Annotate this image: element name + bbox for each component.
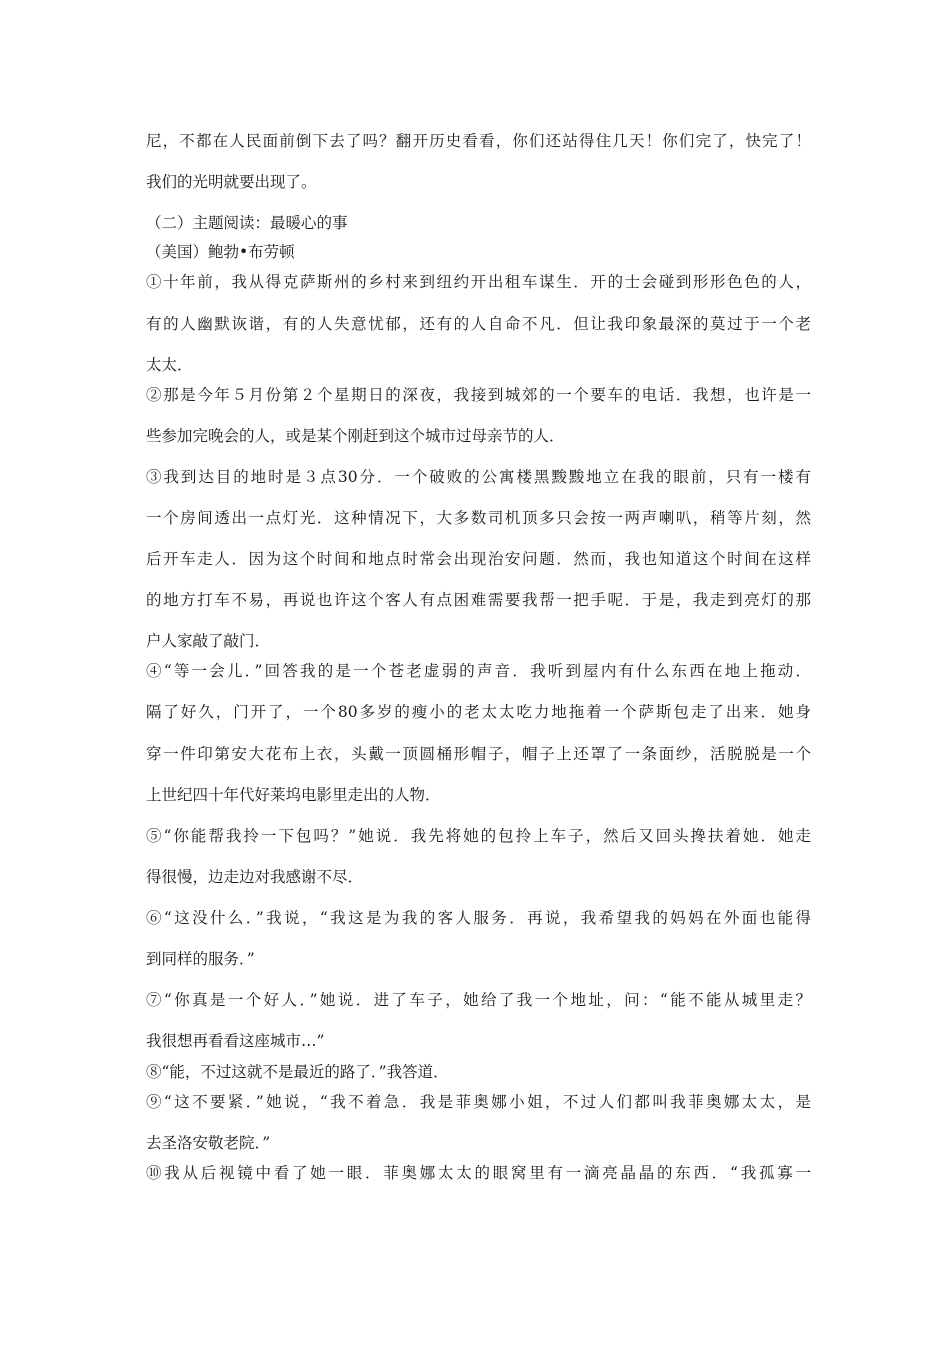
text-line: ⑤“你能帮我拎一下包吗？”她说．我先将她的包拎上车子，然后又回头搀扶着她．她走 (146, 827, 811, 845)
text-line: 到同样的服务．” (146, 950, 255, 968)
text-line: 户人家敲了敲门． (146, 632, 271, 650)
text-line: 得很慢，边走边对我感谢不尽． (146, 868, 364, 886)
text-line: 我们的光明就要出现了。 (146, 173, 317, 191)
text-line: 尼，不都在人民面前倒下去了吗？翻开历史看看，你们还站得住几天！你们完了，快完了！ (146, 132, 811, 150)
text-line: 后开车走人．因为这个时间和地点时常会出现治安问题．然而，我也知道这个时间在这样 (146, 550, 811, 568)
text-line: 的地方打车不易，再说也许这个客人有点困难需要我帮一把手呢．于是，我走到亮灯的那 (146, 591, 811, 609)
text-line: ①十年前，我从得克萨斯州的乡村来到纽约开出租车谋生．开的士会碰到形形色色的人， (146, 273, 811, 291)
text-line: ③我到达目的地时是３点30分．一个破败的公寓楼黑黢黢地立在我的眼前，只有一楼有 (146, 468, 811, 486)
text-line: ⑨“这不要紧．”她说，“我不着急．我是菲奥娜小姐，不过人们都叫我菲奥娜太太，是 (146, 1093, 811, 1111)
text-line: 些参加完晚会的人，或是某个刚赶到这个城市过母亲节的人． (146, 427, 565, 445)
text-line: 太太． (146, 356, 193, 374)
text-line: 有的人幽默诙谐，有的人失意忧郁，还有的人自命不凡．但让我印象最深的莫过于一个老 (146, 315, 811, 333)
text-line: 去圣洛安敬老院．” (146, 1134, 271, 1152)
article-author: （美国）鲍勃•布劳顿 (146, 243, 295, 261)
text-line: ⑥“这没什么．”我说，“我这是为我的客人服务．再说，我希望我的妈妈在外面也能得 (146, 909, 811, 927)
text-line: 我很想再看看这座城市…” (146, 1032, 325, 1050)
section-heading: （二）主题阅读：最暖心的事 (146, 214, 348, 232)
text-line: ⑩我从后视镜中看了她一眼．菲奥娜太太的眼窝里有一滴亮晶晶的东西．“我孤寡一 (146, 1164, 811, 1182)
text-line: 上世纪四十年代好莱坞电影里走出的人物． (146, 786, 441, 804)
text-line: ⑦“你真是一个好人．”她说．进了车子，她给了我一个地址，问：“能不能从城里走？ (146, 991, 811, 1009)
text-line: 穿一件印第安大花布上衣，头戴一顶圆桶形帽子，帽子上还罩了一条面纱，活脱脱是一个 (146, 745, 811, 763)
text-line: 隔了好久，门开了，一个80多岁的瘦小的老太太吃力地拖着一个萨斯包走了出来．她身 (146, 703, 811, 721)
text-line: 一个房间透出一点灯光．这种情况下，大多数司机顶多只会按一两声喇叭，稍等片刻，然 (146, 509, 811, 527)
text-line: ④“等一会儿．”回答我的是一个苍老虚弱的声音．我听到屋内有什么东西在地上拖动． (146, 662, 811, 680)
text-line: ⑧“能，不过这就不是最近的路了．”我答道． (146, 1063, 449, 1081)
text-line: ②那是今年５月份第２个星期日的深夜，我接到城郊的一个要车的电话．我想，也许是一 (146, 386, 811, 404)
